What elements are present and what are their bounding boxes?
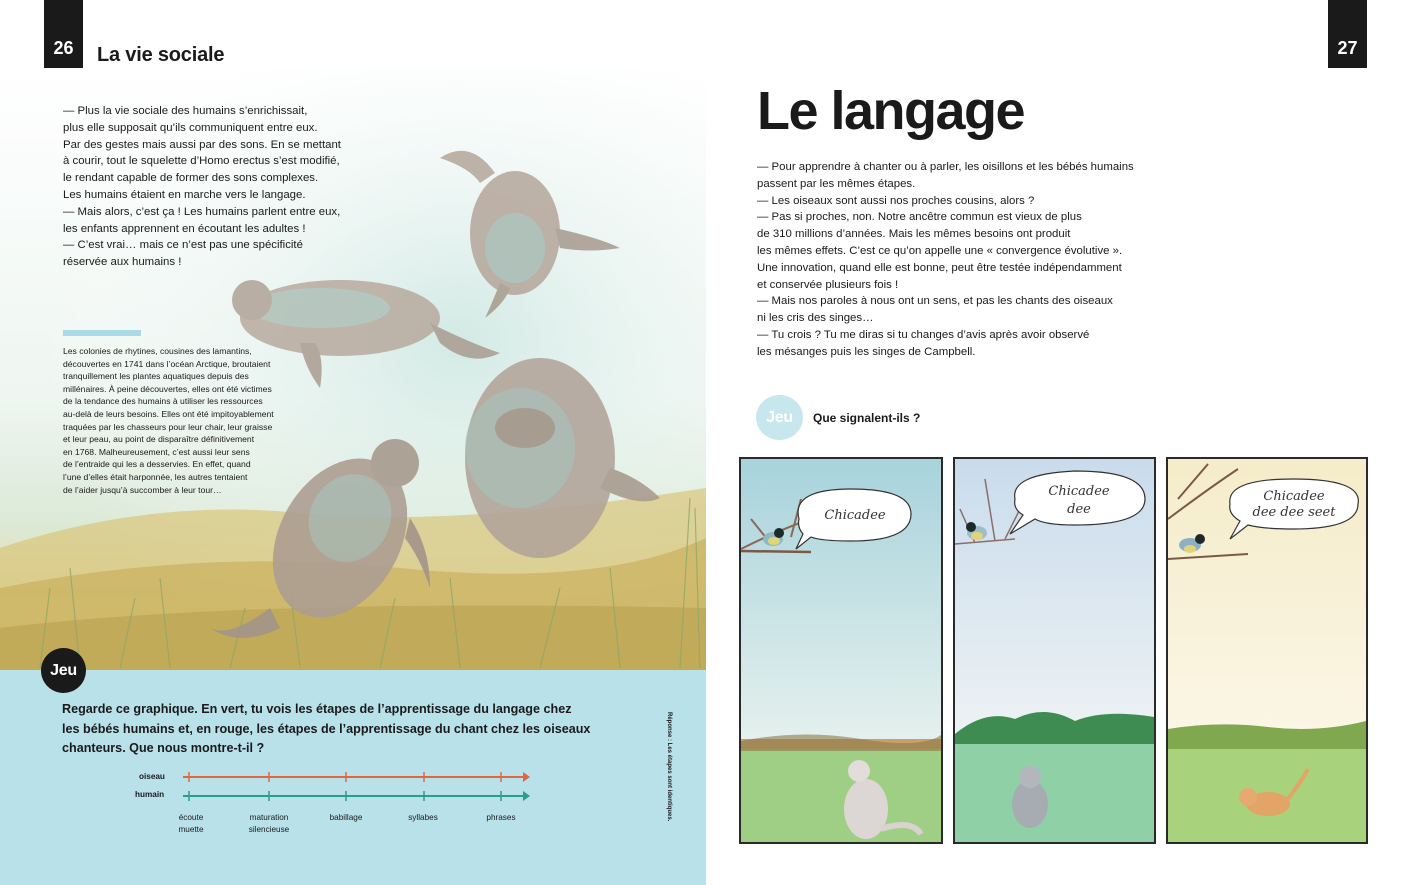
bubble-text-3a: Chicadee xyxy=(1263,489,1325,504)
comic-panel-3 xyxy=(1166,457,1368,844)
comic-panel-1 xyxy=(739,457,943,844)
sidebar-text: Les colonies de rhytines, cousines des lamantins, découvertes en 1741 dans l’océan Arctique, broutaient tranquillement les plantes aquatiques depuis des millénaires. À peine découvertes, elles ont été victimes de la tendance des humains à utiliser les ressources au-delà de leurs besoins. Elles ont été impitoyablement traquées par les chasseurs pour leur chair, leur graisse et leur peau, au point de disparaître définitivement en 1768. Malheureusement, c’est aussi leur sens de l’entraide qui les a desservies. En effet, quand l’une d’elles était harponnée, les autres tentaient de l’aider jusqu’à succomber à leur tour… xyxy=(63,346,274,495)
intro-text: — Plus la vie sociale des humains s’enrichissait, plus elle supposait qu’ils communiquent entre eux. Par des gestes mais aussi par des sons. En se mettant à courir, tout le squelette d’Homo erectus s’est modifié, le rendant capable de former des sons complexes. Les humains étaient en marche vers le langage. — Mais alors, c’est ça ! Les humains parlent entre eux, les enfants apprennent en écoutant les adultes ! — C’est vrai… mais ce n’est pas une spécificité réservée aux humains ! xyxy=(63,105,341,269)
section-title: La vie sociale xyxy=(97,44,225,66)
timeline-step-5: phrases xyxy=(486,813,516,822)
timeline-arrow-humain xyxy=(523,791,530,801)
comic-panel-2 xyxy=(953,457,1156,844)
page-title: Le langage xyxy=(757,81,1025,141)
sidebar-rule xyxy=(63,330,141,336)
jeu-question-right: Que signalent-ils ? xyxy=(813,411,921,425)
timeline-chart xyxy=(180,768,540,808)
bubble-text-1: Chicadee xyxy=(824,508,886,523)
timeline-label-humain: humain xyxy=(135,790,165,799)
page-number-left: 26 xyxy=(44,0,83,68)
bubble-text-2a: Chicadee xyxy=(1048,484,1110,499)
timeline-step-2: maturation silencieuse xyxy=(248,813,290,834)
right-body-text: — Pour apprendre à chanter ou à parler, les oisillons et les bébés humains passent par les mêmes étapes. — Les oiseaux sont aussi nos proches cousins, alors ? — Pas si proches, non. Notre ancêtre commun est vieux de plus de 310 millions d’années. Mais les mêmes besoins ont produit les mêmes effets. C’est ce qu’on appelle une « convergence évolutive ». Une innovation, quand elle est bonne, peut être testée indépendamment et conservée plusieurs fois ! — Mais nos paroles à nous ont un sens, et pas les chants des oiseaux ni les cris des singes… — Tu crois ? Tu me diras si tu changes d’avis après avoir observé les mésanges puis les singes de Campbell. xyxy=(757,161,1134,358)
page-number-right: 27 xyxy=(1328,0,1367,68)
timeline-step-4: syllabes xyxy=(408,813,438,822)
timeline-label-oiseau: oiseau xyxy=(139,772,165,781)
timeline-step-3: babillage xyxy=(329,813,363,822)
bubble-text-2b: dee xyxy=(1067,502,1091,517)
timeline-arrow-oiseau xyxy=(523,772,530,782)
timeline-step-1: écoute muette xyxy=(178,813,204,834)
answer-text: Réponse : Les étapes sont identiques. xyxy=(666,712,672,822)
jeu-badge-right: Jeu xyxy=(756,395,803,440)
jeu-question: Regarde ce graphique. En vert, tu vois les étapes de l’apprentissage du langage chez les bébés humains et, en rouge, les étapes de l’apprentissage du chant chez les oiseaux chanteurs. Que nous montre-t-il ? xyxy=(62,702,591,756)
branch xyxy=(741,551,811,552)
jeu-badge: Jeu xyxy=(41,648,86,693)
bubble-text-3b: dee dee seet xyxy=(1252,505,1336,520)
